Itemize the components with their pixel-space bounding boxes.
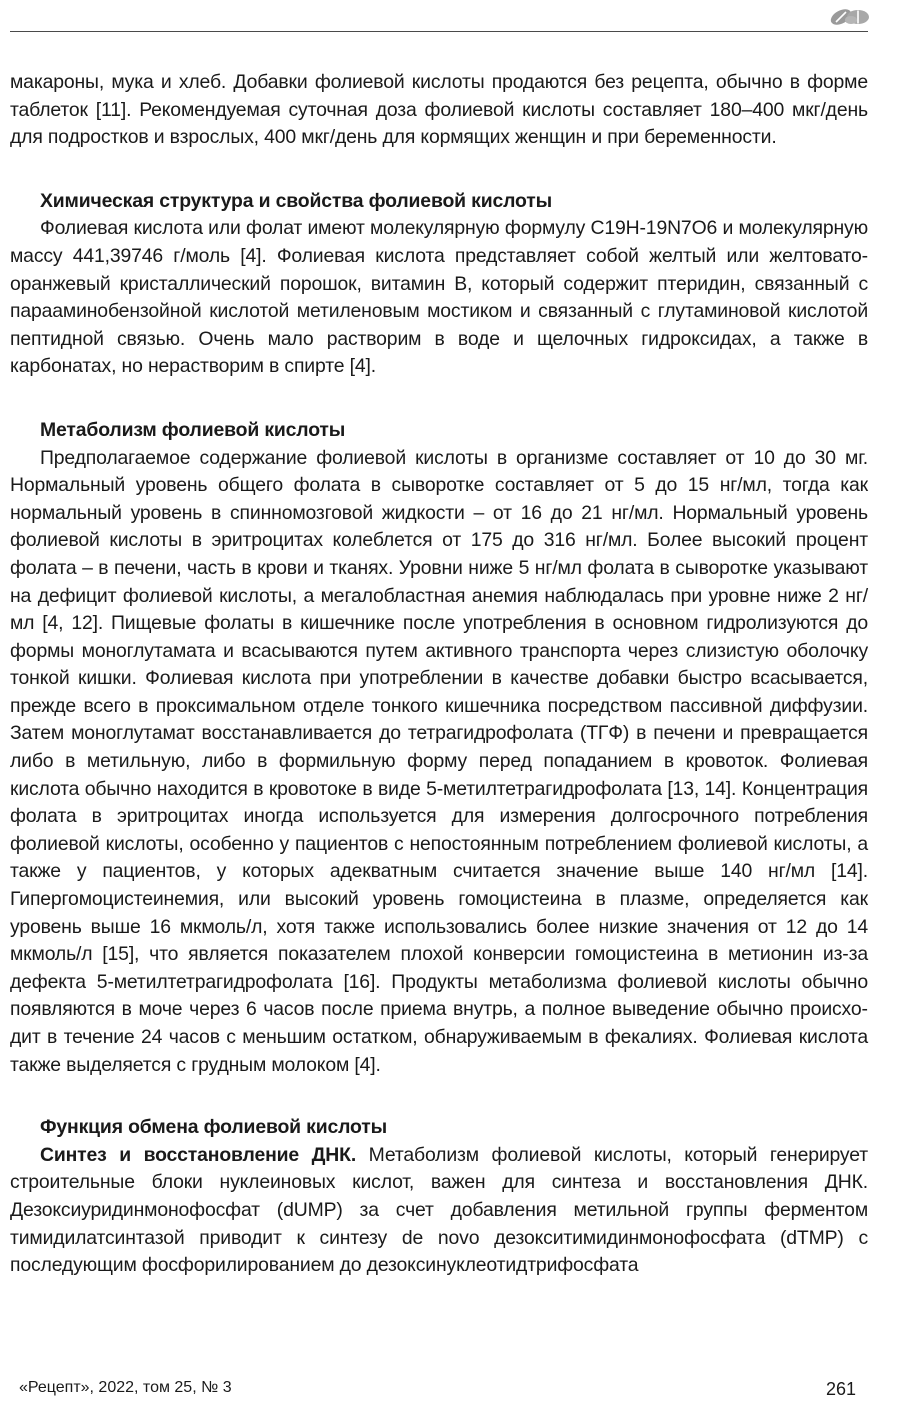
section-gap xyxy=(10,1079,868,1114)
section-heading-exchange-function: Функция обмена фолиевой кислоты xyxy=(40,1116,388,1139)
footer-journal-citation: «Рецепт», 2022, том 25, № 3 xyxy=(19,1379,232,1396)
section-heading-chemical-structure: Химическая структура и свойства фолиевой кислоты xyxy=(40,189,553,212)
article-body xyxy=(10,69,868,1280)
footer-page-number: 261 xyxy=(826,1379,857,1399)
subsection-heading-dna-synthesis: Синтез и восстановление ДНК. xyxy=(40,1143,357,1166)
section-body-exchange-function xyxy=(10,1142,868,1280)
section-gap xyxy=(10,152,868,188)
section-gap xyxy=(10,381,868,417)
intro-paragraph: макароны, мука и хлеб. Добавки фолиевой кислоты продаются без рецепта, обычно в форме таблеток [11]. Рекомендуемая суточная доза фолиевой кислоты составляет 180–400 мкг/день для подростков и взрослых, 400 мкг/день для кормящих женщин и при беременности. xyxy=(10,71,868,149)
section-heading-metabolism: Метаболизм фолиевой кислоты xyxy=(40,418,346,441)
section-body-chemical-structure: Фолиевая кислота или фолат имеют молекулярную формулу С19Н-19N7О6 и молекулярную массу 441,39746 г/моль [4]. Фолиевая кислота представляет собой желтый или желтовато-оранжевый кристаллический порошок, витамин В, который содержит птеридин, связанный с парааминобензойной кислотой метиленовым мостиком и связанный с глутаминовой кислотой пептидной связью. Очень мало растворим в воде и щелочных гидроксидах, а также в карбонатах, но нерастворим в спирте [4]. xyxy=(10,217,868,378)
section-body-metabolism: Предполагаемое содержание фолиевой кислоты в организме составляет от 10 до 30 мг. Нормальный уровень общего фолата в сыворотке составляет от 5 до 15 нг/мл, тогда как нормальный уровень в спинномозговой жидкости – от 16 до 21 нг/мл. Нормальный уровень фолиевой кислоты в эритроцитах колеблется от 175 до 316 нг/мл. Более высокий процент фолата – в печени, часть в крови и тканях. Уровни ниже 5 нг/мл фолата в сыворотке указывают на дефицит фолиевой кислоты, а мегалобластная анемия наблюдалась при уровне ниже 2 нг/мл [4, 12]. Пищевые фолаты в кишечнике после употребления в основном гидролизуются до формы моноглутамата и всасываются путем активного транспорта через слизистую оболочку тонкой кишки. Фолиевая кислота при употреблении в качестве добавки быстро всасывается, прежде всего в проксимальном отделе тонкого кишечника посредством пассивной диффузии. Затем моноглутамат восстанавливается до тетрагидрофолата (ТГФ) в печени и превращается либо в метильную, либо в формильную форму перед попаданием в кровоток. Фолиевая кислота обычно находится в кровотоке в виде 5-метилтетрагидрофолата [13, 14]. Концентрация фолата в эритроцитах иногда используется для измерения долгосрочного потребления фолиевой кислоты, особенно у пациентов с непостоянным потреблением фолиевой кислоты, а также у пациентов, у которых адекватным считается значение выше 140 нг/мл [14]. Гипергомоцистеинемия, или высокий уровень гомоцистеина в плазме, определяется как уровень выше 16 мкмоль/л, хотя также использовались более низкие значения от 12 до 14 мкмоль/л [15], что является показателем плохой конверсии гомоцистеина в метионин из-за дефекта 5-метилтетрагидрофолата [16]. Продукты метаболизма фолиевой кислоты обычно появляются в моче через 6 часов после приема внутрь, а полное выведение обычно происходит в течение 24 часов с меньшим остатком, обнаруживаемым в фекалиях. Фолиевая кислота также выделяется с грудным молоком [4]. xyxy=(10,446,868,1076)
pills-logo-icon xyxy=(828,3,872,27)
header-rule xyxy=(10,31,868,32)
subsection-text-dna-synthesis: Метаболизм фолиевой кислоты, который генерирует строительные блоки нуклеиновых кислот, важен для синтеза и восстановления ДНК. Дезоксиуридинмонофосфат (dUMP) за счет добавления метильной группы ферментом тимидилатсинтазой приводит к синтезу de novo дезокситимидинмонофосфата (dTMP) с последующим фосфорилированием до дезоксинуклеотидтрифосфата xyxy=(10,1143,868,1277)
